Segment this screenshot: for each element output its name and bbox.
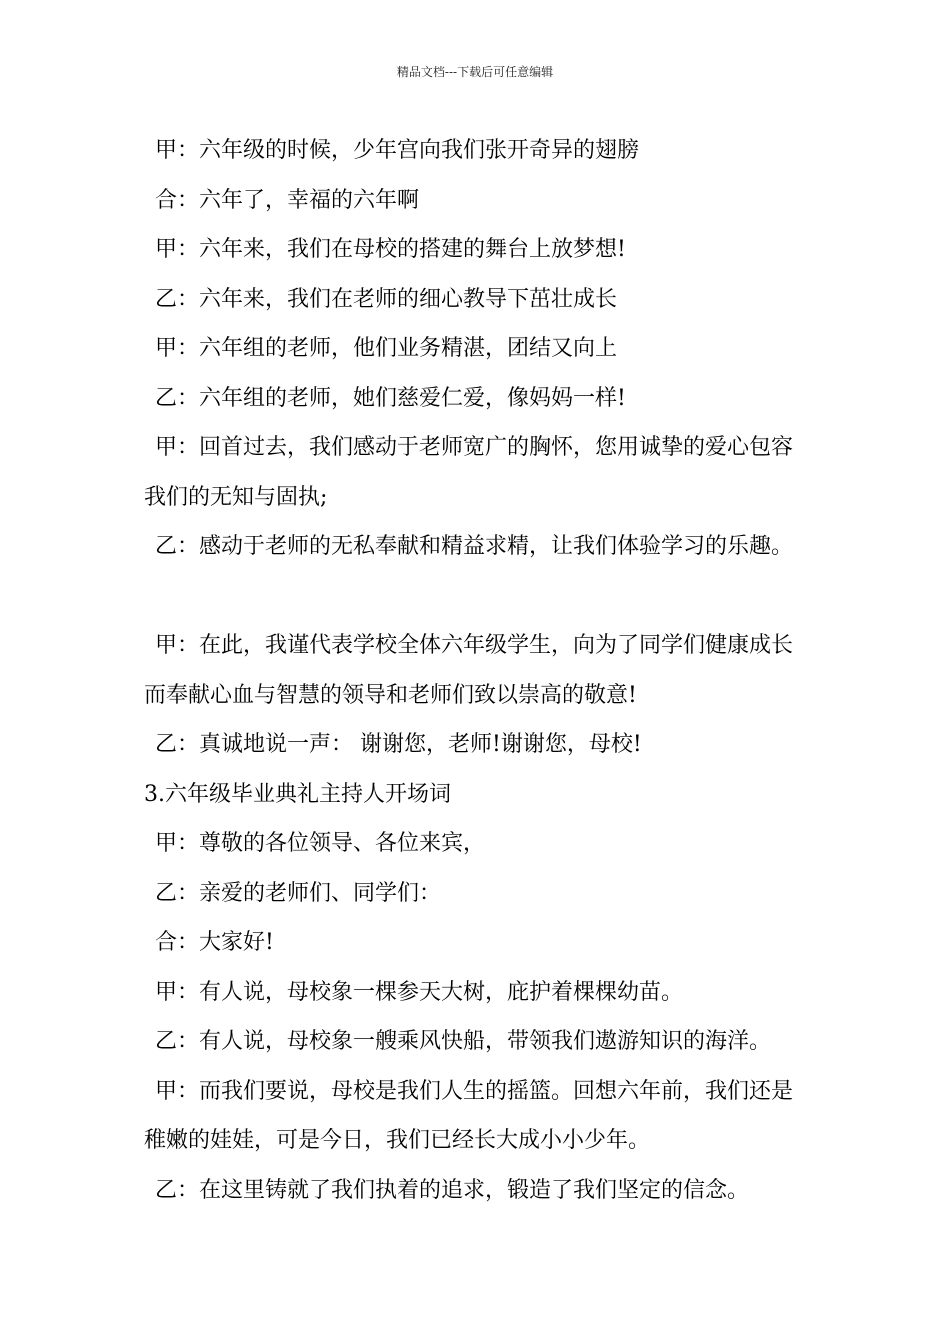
paragraph: 甲：在此，我谨代表学校全体六年级学生，向为了同学们健康成长而奉献心血与智慧的领导和老师们致以崇高的敬意! [144,633,794,708]
paragraph: 甲：六年级的时候，少年宫向我们张开奇异的翅膀 [155,138,640,163]
paragraph: 乙：感动于老师的无私奉献和精益求精，让我们体验学习的乐趣。 [155,534,794,559]
paragraph: 甲：而我们要说，母校是我们人生的摇篮。回想六年前，我们还是稚嫩的娃娃，可是今日，我们已经长大成小小少年。 [144,1078,794,1153]
paragraph: 甲：六年组的老师，他们业务精湛，团结又向上 [155,336,618,361]
paragraph: 甲：回首过去，我们感动于老师宽广的胸怀，您用诚挚的爱心包容我们的无知与固执; [144,435,794,510]
document-body [144,126,814,1215]
paragraph: 合：大家好! [155,930,274,955]
paragraph: 乙：有人说，母校象一艘乘风快船，带领我们遨游知识的海洋。 [155,1029,772,1054]
paragraph: 甲：有人说，母校象一棵参天大树，庇护着棵棵幼苗。 [155,979,684,1005]
paragraph: 乙：六年来，我们在老师的细心教导下茁壮成长 [155,286,618,312]
paragraph: 乙：真诚地说一声： 谢谢您，老师!谢谢您，母校! [155,732,642,757]
paragraph: 甲：尊敬的各位领导、各位来宾， [155,831,486,856]
section-heading: 3.六年级毕业典礼主持人开场词 [144,781,451,807]
paragraph: 乙：六年组的老师，她们慈爱仁爱，像妈妈一样! [155,385,626,411]
paragraph: 乙：在这里铸就了我们执着的追求，锻造了我们坚定的信念。 [155,1177,750,1203]
paragraph: 合：六年了，幸福的六年啊 [155,187,420,213]
paragraph: 乙：亲爱的老师们、同学们： [155,880,442,906]
paragraph: 甲：六年来，我们在母校的搭建的舞台上放梦想! [155,237,626,262]
blank-line [144,572,814,622]
page-header: 精品文档---下载后可任意编辑 [396,65,554,79]
